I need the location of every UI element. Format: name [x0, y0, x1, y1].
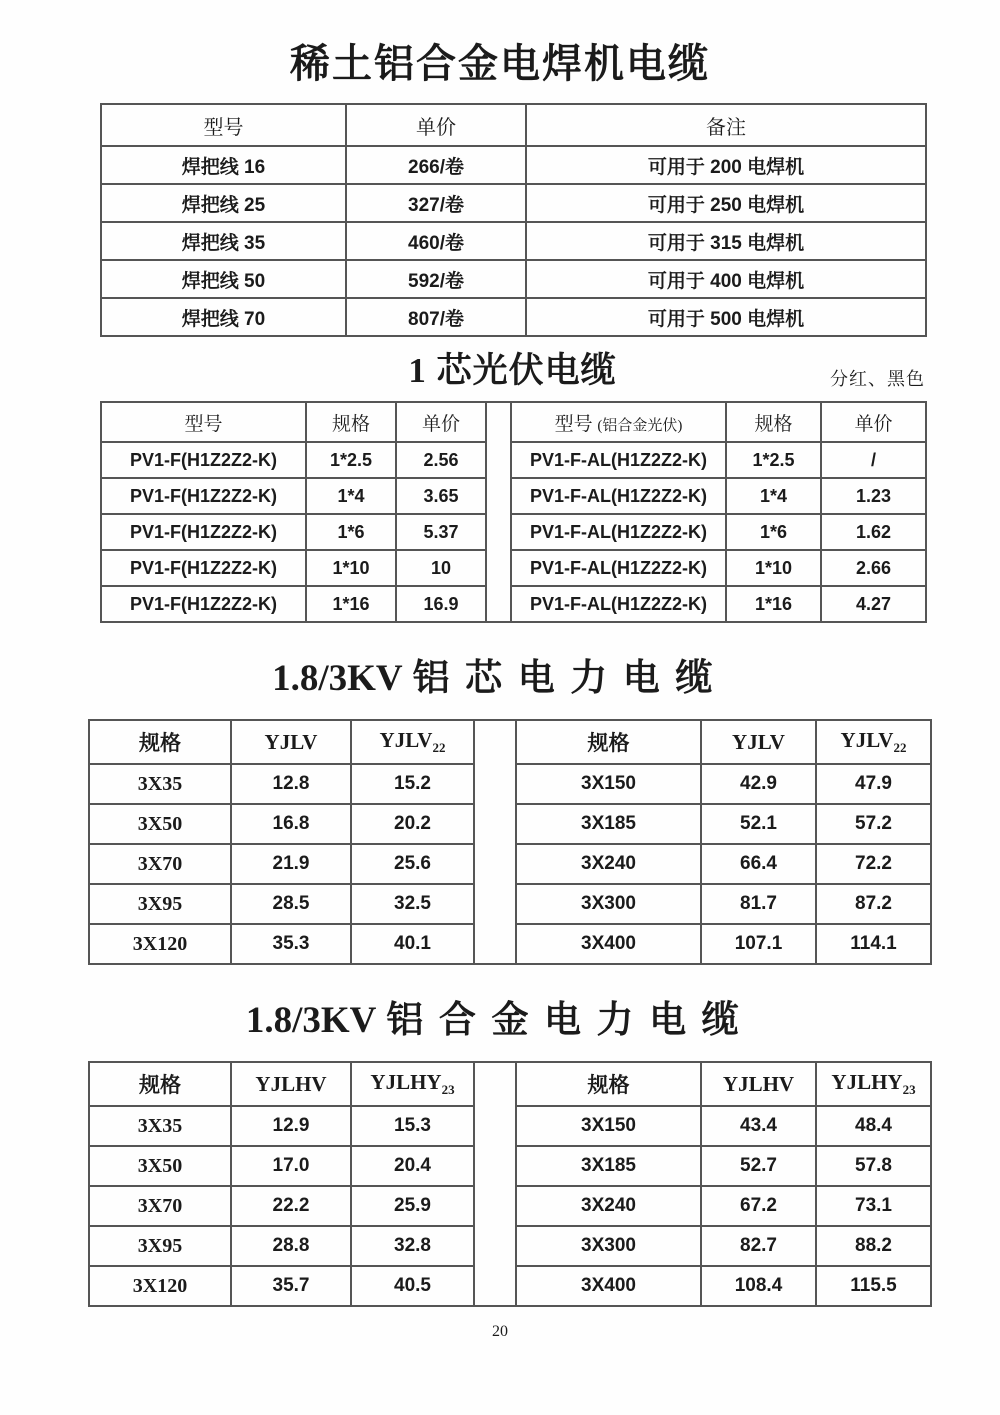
table-row	[101, 514, 926, 550]
header-yjlhv: YJLHV	[701, 1062, 816, 1106]
header-yjlhy23: $YJLHY_{23}$	[816, 1062, 931, 1106]
header-spec: 规格	[516, 720, 701, 764]
cell-price1: 52.1	[701, 804, 816, 844]
pv-section-heading	[100, 343, 925, 395]
cell-price1: 42.9	[701, 764, 816, 804]
cell-spec: 3X300	[516, 884, 701, 924]
header-model-al-note: (铝合金光伏)	[597, 417, 683, 434]
cell-price1: 21.9	[231, 844, 351, 884]
header-price: 单价	[346, 104, 526, 146]
cell-model: PV1-F-AL(H1Z2Z2-K)	[511, 586, 726, 622]
cell-price: /	[821, 442, 926, 478]
cell-model: 焊把线 25	[101, 184, 346, 222]
header-yjlv: YJLV	[701, 720, 816, 764]
cell-model: PV1-F-AL(H1Z2Z2-K)	[511, 478, 726, 514]
cell-price1: 67.2	[701, 1186, 816, 1226]
cell-spec: 3X95	[89, 1226, 231, 1266]
pv-color-note: 分红、黑色	[830, 369, 925, 389]
cell-remark: 可用于 400 电焊机	[526, 260, 926, 298]
cell-spec: 3X50	[89, 1146, 231, 1186]
al-alloy-section-title	[0, 989, 1000, 1043]
cell-price2: 20.4	[351, 1146, 474, 1186]
cell-spec: 1*10	[726, 550, 821, 586]
cell-model: PV1-F(H1Z2Z2-K)	[101, 550, 306, 586]
table-row	[101, 260, 926, 298]
header-price: 单价	[821, 402, 926, 442]
cell-model: 焊把线 70	[101, 298, 346, 336]
al-alloy-cable-table	[88, 1061, 932, 1307]
cell-price2: 15.2	[351, 764, 474, 804]
cell-price1: 43.4	[701, 1106, 816, 1146]
cell-spec: 3X240	[516, 844, 701, 884]
al-alloy-tables-wrap	[88, 1061, 930, 1307]
cell-price: 3.65	[396, 478, 486, 514]
cell-spec: 1*10	[306, 550, 396, 586]
cell-price1: 66.4	[701, 844, 816, 884]
cell-model: 焊把线 35	[101, 222, 346, 260]
cell-price: 327/卷	[346, 184, 526, 222]
title-voltage: 1.8/3KV	[272, 658, 403, 699]
header-model: 型号	[101, 402, 306, 442]
cell-price1: 107.1	[701, 924, 816, 964]
cell-price2: 72.2	[816, 844, 931, 884]
cell-price2: 25.6	[351, 844, 474, 884]
cell-price2: 87.2	[816, 884, 931, 924]
cell-model: PV1-F(H1Z2Z2-K)	[101, 586, 306, 622]
cell-price1: 12.9	[231, 1106, 351, 1146]
cell-model: 焊把线 50	[101, 260, 346, 298]
header-model: 型号	[101, 104, 346, 146]
header-yjlv22: $YJLV_{22}$	[351, 720, 474, 764]
cell-spec: 3X400	[516, 924, 701, 964]
cell-price2: 73.1	[816, 1186, 931, 1226]
cell-price: 2.56	[396, 442, 486, 478]
cell-price2: 57.2	[816, 804, 931, 844]
cell-remark: 可用于 500 电焊机	[526, 298, 926, 336]
cell-price: 592/卷	[346, 260, 526, 298]
cell-model: PV1-F-AL(H1Z2Z2-K)	[511, 550, 726, 586]
cell-spec: 3X70	[89, 1186, 231, 1226]
table-row	[101, 550, 926, 586]
cell-price: 16.9	[396, 586, 486, 622]
cell-price: 266/卷	[346, 146, 526, 184]
cell-price1: 22.2	[231, 1186, 351, 1226]
cell-spec: 3X400	[516, 1266, 701, 1306]
table-row	[101, 442, 926, 478]
cell-spec: 1*6	[726, 514, 821, 550]
header-yjlhv: YJLHV	[231, 1062, 351, 1106]
cell-price1: 82.7	[701, 1226, 816, 1266]
header-remark: 备注	[526, 104, 926, 146]
table-gap	[474, 1062, 516, 1306]
cell-spec: 3X185	[516, 804, 701, 844]
cell-spec: 1*2.5	[726, 442, 821, 478]
table-header-row	[89, 720, 931, 764]
header-model-al: 型号 (铝合金光伏)	[511, 402, 726, 442]
cell-spec: 3X240	[516, 1186, 701, 1226]
table-row	[101, 222, 926, 260]
table-row	[101, 586, 926, 622]
cell-price2: 48.4	[816, 1106, 931, 1146]
table-header-row	[89, 1062, 931, 1106]
cell-price2: 32.5	[351, 884, 474, 924]
cell-price: 460/卷	[346, 222, 526, 260]
cell-price2: 40.5	[351, 1266, 474, 1306]
cell-price: 807/卷	[346, 298, 526, 336]
cell-model: PV1-F(H1Z2Z2-K)	[101, 514, 306, 550]
cell-spec: 3X120	[89, 1266, 231, 1306]
header-yjlv22: $YJLV_{22}$	[816, 720, 931, 764]
cell-price: 1.23	[821, 478, 926, 514]
cell-spec: 3X35	[89, 764, 231, 804]
cell-spec: 1*4	[726, 478, 821, 514]
cell-spec: 3X120	[89, 924, 231, 964]
cell-price2: 57.8	[816, 1146, 931, 1186]
cell-price: 5.37	[396, 514, 486, 550]
header-price: 单价	[396, 402, 486, 442]
header-spec: 规格	[516, 1062, 701, 1106]
table-row	[101, 298, 926, 336]
cell-price2: 115.5	[816, 1266, 931, 1306]
table-gap	[474, 720, 516, 964]
cell-spec: 1*6	[306, 514, 396, 550]
cell-spec: 1*16	[726, 586, 821, 622]
title-cjk: 铝芯电力电缆	[412, 658, 728, 699]
cell-spec: 3X70	[89, 844, 231, 884]
title-cjk: 铝合金电力电缆	[386, 1000, 755, 1041]
cell-remark: 可用于 250 电焊机	[526, 184, 926, 222]
table-header-row	[101, 104, 926, 146]
header-spec: 规格	[89, 1062, 231, 1106]
cell-price1: 81.7	[701, 884, 816, 924]
cell-spec: 3X50	[89, 804, 231, 844]
header-spec: 规格	[306, 402, 396, 442]
cell-price2: 88.2	[816, 1226, 931, 1266]
table-header-row	[101, 402, 926, 442]
cell-price: 10	[396, 550, 486, 586]
cell-price1: 17.0	[231, 1146, 351, 1186]
table-row	[101, 184, 926, 222]
cell-price1: 108.4	[701, 1266, 816, 1306]
cell-price2: 20.2	[351, 804, 474, 844]
cell-model: 焊把线 16	[101, 146, 346, 184]
cell-spec: 3X35	[89, 1106, 231, 1146]
cell-spec: 1*2.5	[306, 442, 396, 478]
header-yjlhy23: $YJLHY_{23}$	[351, 1062, 474, 1106]
pv-tables-wrap	[100, 401, 925, 623]
pv-cable-table	[100, 401, 927, 623]
cell-price2: 47.9	[816, 764, 931, 804]
cell-spec: 3X150	[516, 764, 701, 804]
table-row	[101, 146, 926, 184]
table-row	[101, 478, 926, 514]
welding-cable-table	[100, 103, 927, 337]
cell-price1: 12.8	[231, 764, 351, 804]
cell-price: 1.62	[821, 514, 926, 550]
header-spec: 规格	[726, 402, 821, 442]
cell-price2: 25.9	[351, 1186, 474, 1226]
cell-spec: 3X95	[89, 884, 231, 924]
cell-price1: 28.8	[231, 1226, 351, 1266]
al-core-section-title	[0, 647, 1000, 701]
cell-price1: 35.3	[231, 924, 351, 964]
cell-price1: 35.7	[231, 1266, 351, 1306]
cell-spec: 3X185	[516, 1146, 701, 1186]
cell-price2: 40.1	[351, 924, 474, 964]
title-voltage: 1.8/3KV	[245, 1000, 377, 1041]
cell-model: PV1-F-AL(H1Z2Z2-K)	[511, 514, 726, 550]
welding-cable-table-wrap	[100, 103, 925, 337]
pv-section-title: 1 芯光伏电缆	[408, 351, 617, 390]
cell-price2: 15.3	[351, 1106, 474, 1146]
header-yjlv: YJLV	[231, 720, 351, 764]
cell-price1: 16.8	[231, 804, 351, 844]
cell-price2: 114.1	[816, 924, 931, 964]
header-spec: 规格	[89, 720, 231, 764]
cell-price1: 52.7	[701, 1146, 816, 1186]
cell-price: 2.66	[821, 550, 926, 586]
cell-model: PV1-F-AL(H1Z2Z2-K)	[511, 442, 726, 478]
cell-remark: 可用于 200 电焊机	[526, 146, 926, 184]
cell-model: PV1-F(H1Z2Z2-K)	[101, 442, 306, 478]
cell-spec: 1*16	[306, 586, 396, 622]
table-gap	[486, 402, 511, 622]
doc-title-welding-cable: 稀土铝合金电焊机电缆	[290, 41, 710, 86]
page-number: 20	[492, 1323, 508, 1340]
cell-spec: 3X150	[516, 1106, 701, 1146]
cell-model: PV1-F(H1Z2Z2-K)	[101, 478, 306, 514]
cell-spec: 1*4	[306, 478, 396, 514]
cell-spec: 3X300	[516, 1226, 701, 1266]
cell-price: 4.27	[821, 586, 926, 622]
cell-price1: 28.5	[231, 884, 351, 924]
cell-remark: 可用于 315 电焊机	[526, 222, 926, 260]
al-core-cable-table	[88, 719, 932, 965]
al-core-tables-wrap	[88, 719, 930, 965]
cell-price2: 32.8	[351, 1226, 474, 1266]
